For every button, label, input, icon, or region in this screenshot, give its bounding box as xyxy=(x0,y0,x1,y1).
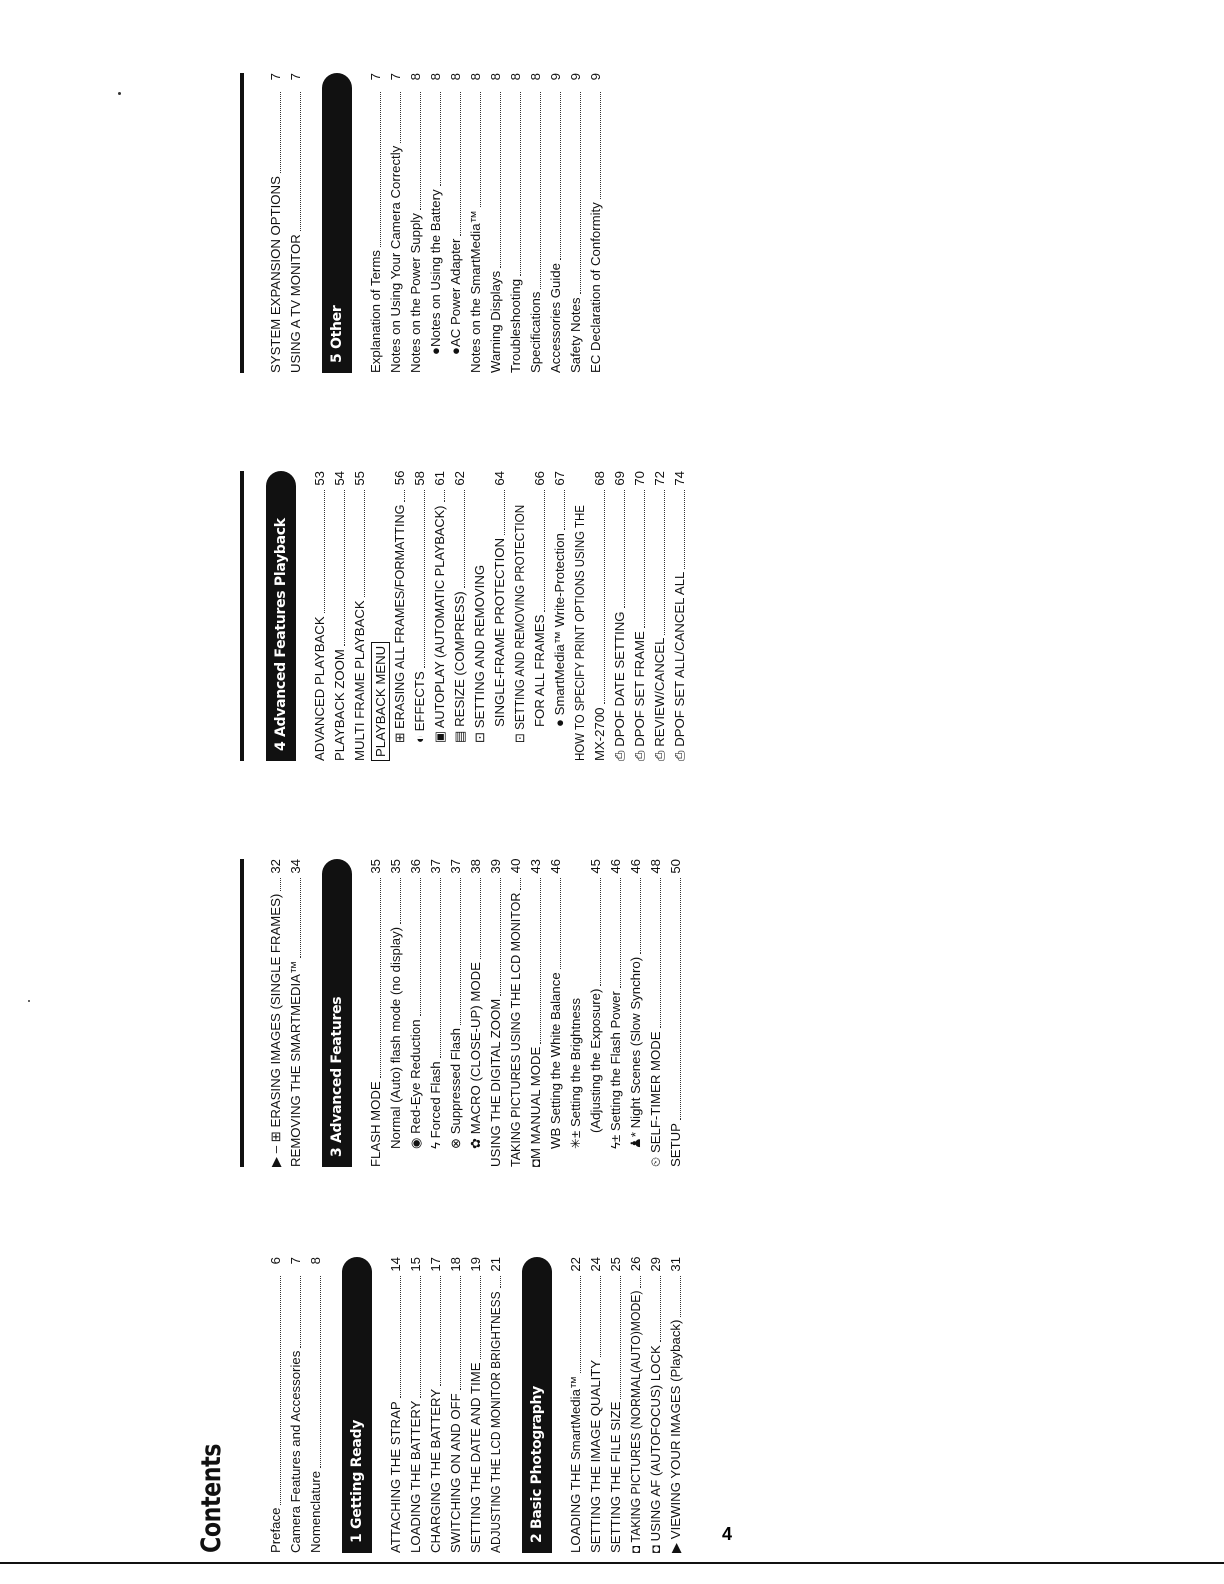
leader-dots xyxy=(624,490,625,608)
toc-entry[interactable] xyxy=(570,471,590,761)
leader-dots xyxy=(460,92,461,236)
leader-dots xyxy=(300,92,301,231)
toc-entry-label: Preface xyxy=(268,1507,283,1553)
toc-entry-label: ATTACHING THE STRAP xyxy=(388,1401,403,1553)
toc-entry-label: REMOVING THE SMARTMEDIA™ xyxy=(288,960,303,1167)
toc-entry[interactable] xyxy=(266,73,286,373)
toc-entry-label: TAKING PICTURES USING THE LCD MONITOR xyxy=(508,892,523,1167)
toc-entry-page: 66 xyxy=(532,471,547,486)
toc-entry[interactable] xyxy=(350,471,370,761)
leader-dots xyxy=(684,490,685,569)
leader-dots xyxy=(480,92,481,207)
toc-entry[interactable] xyxy=(606,859,626,1167)
toc-entry-page: 46 xyxy=(548,859,563,874)
toc-entry[interactable] xyxy=(426,1257,446,1553)
toc-entry-label: Notes on the SmartMedia™ xyxy=(468,210,483,373)
leader-dots xyxy=(620,1276,621,1399)
toc-entry-page: 37 xyxy=(448,859,463,874)
toc-entry-label: ◘ USING AF (AUTOFOCUS) LOCK xyxy=(648,1345,663,1553)
toc-entry-label: Notes on Using Your Camera Correctly xyxy=(388,145,403,373)
toc-entry-label: LOADING THE SmartMedia™ xyxy=(568,1375,583,1553)
leader-dots xyxy=(680,1276,681,1317)
toc-entry[interactable] xyxy=(486,1257,506,1553)
toc-entry-label: Nomenclature xyxy=(308,1470,323,1553)
leader-dots xyxy=(420,878,421,1016)
scan-speck xyxy=(118,92,121,95)
toc-entry-label: ADVANCED PLAYBACK xyxy=(312,616,327,761)
toc-entry-label: Notes on the Power Supply xyxy=(408,213,423,373)
toc-entry-page: 38 xyxy=(468,859,483,874)
toc-entry-label: EC Declaration of Conformity xyxy=(588,202,603,373)
toc-entry[interactable] xyxy=(550,471,570,761)
toc-entry-label: USING A TV MONITOR xyxy=(288,234,303,373)
toc-entry-page: 22 xyxy=(568,1257,583,1272)
toc-entry-label: HOW TO SPECIFY PRINT OPTIONS USING THE xyxy=(572,505,587,761)
toc-entry-page: 7 xyxy=(268,73,283,81)
toc-entry[interactable] xyxy=(490,471,510,761)
leader-dots xyxy=(620,878,621,988)
leader-dots xyxy=(660,878,661,1028)
toc-entry-page: 62 xyxy=(452,471,467,486)
leader-dots xyxy=(544,490,545,612)
toc-column-2 xyxy=(240,859,686,1167)
toc-entry-label: ϟ± Setting the Flash Power xyxy=(608,991,623,1149)
toc-entry-label: ● SmartMedia™ Write-Protection xyxy=(552,533,567,727)
leader-dots xyxy=(640,1276,641,1288)
toc-entry[interactable] xyxy=(626,1257,646,1553)
toc-entry-page: 9 xyxy=(548,73,563,81)
toc-entry-label: ⎙ DPOF SET ALL/CANCEL ALL xyxy=(672,571,687,761)
toc-entry-label: SETTING THE IMAGE QUALITY xyxy=(588,1359,603,1553)
leader-dots xyxy=(500,1276,501,1288)
toc-entry-page: 67 xyxy=(552,471,567,486)
toc-entry-label: ⊡ SETTING AND REMOVING PROTECTION xyxy=(512,504,527,743)
toc-entry[interactable] xyxy=(566,1257,586,1553)
leader-dots xyxy=(300,878,301,958)
leader-dots xyxy=(300,1276,301,1348)
column-rule xyxy=(240,859,244,1167)
toc-entry-label: Safety Notes xyxy=(568,297,583,373)
section-heading: 3 Advanced Features xyxy=(322,859,352,1167)
toc-entry-page: 8 xyxy=(528,73,543,81)
toc-entry-page: 68 xyxy=(592,471,607,486)
toc-entry[interactable] xyxy=(650,471,670,761)
toc-entry-label: SETTING THE FILE SIZE xyxy=(608,1401,623,1553)
toc-entry-page: 37 xyxy=(428,859,443,874)
toc-entry-page: 35 xyxy=(388,859,403,874)
toc-entry-page: 35 xyxy=(368,859,383,874)
leader-dots xyxy=(680,878,681,1120)
toc-entry-label: MX-2700 xyxy=(592,707,607,761)
leader-dots xyxy=(564,490,565,530)
toc-entry-page: 8 xyxy=(408,73,423,81)
toc-entry[interactable] xyxy=(586,73,606,373)
toc-entry[interactable] xyxy=(466,859,486,1167)
toc-entry[interactable] xyxy=(586,1257,606,1553)
leader-dots xyxy=(604,490,605,704)
toc-entry[interactable] xyxy=(506,859,526,1167)
leader-dots xyxy=(580,92,581,295)
toc-entry-page: 56 xyxy=(392,470,407,486)
toc-entry-page: 8 xyxy=(428,73,443,81)
toc-entry[interactable] xyxy=(486,859,506,1167)
toc-entry-page: 14 xyxy=(388,1257,403,1272)
toc-entry-label: Normal (Auto) flash mode (no display) xyxy=(388,926,403,1149)
toc-entry[interactable] xyxy=(286,73,306,373)
toc-entry[interactable] xyxy=(266,859,286,1167)
page-title: Contents xyxy=(196,1443,227,1553)
toc-entry[interactable] xyxy=(406,1257,426,1553)
toc-entry[interactable] xyxy=(610,471,630,761)
section-heading: 4 Advanced Features Playback xyxy=(266,471,296,761)
toc-entry-page: 61 xyxy=(432,471,447,486)
toc-entry[interactable] xyxy=(666,859,686,1167)
toc-entry[interactable] xyxy=(526,859,546,1167)
toc-entry[interactable] xyxy=(646,859,666,1167)
leader-dots xyxy=(504,490,505,535)
leader-dots xyxy=(480,878,481,959)
toc-entry[interactable] xyxy=(446,73,466,373)
leader-dots xyxy=(344,490,345,646)
toc-entry-label: ▶ VIEWING YOUR IMAGES (Playback) xyxy=(668,1319,683,1553)
leader-dots xyxy=(440,1276,441,1386)
leader-dots xyxy=(600,92,601,199)
toc-entry-label: WB Setting the White Balance xyxy=(548,972,563,1149)
toc-entry-page: 32 xyxy=(268,859,283,874)
toc-entry-label: ⎙ DPOF SET FRAME xyxy=(632,631,647,761)
toc-entry-page: 21 xyxy=(488,1257,503,1272)
toc-entry[interactable] xyxy=(486,73,506,373)
toc-entry-label: ▶ – ⊞ ERASING IMAGES (SINGLE FRAMES) xyxy=(268,893,283,1167)
section-heading: 1 Getting Ready xyxy=(342,1257,372,1553)
toc-entry-page: 74 xyxy=(672,471,687,486)
leader-dots xyxy=(600,1276,601,1357)
leader-dots xyxy=(520,878,521,890)
toc-entry[interactable] xyxy=(446,1257,466,1553)
toc-entry-page: 34 xyxy=(288,859,303,874)
toc-entry-label: ⊞ ERASING ALL FRAMES/FORMATTING xyxy=(392,504,407,743)
toc-entry[interactable] xyxy=(286,1257,306,1553)
toc-entry-page: 72 xyxy=(652,471,667,486)
leader-dots xyxy=(400,878,401,924)
toc-entry-label: Explanation of Terms xyxy=(368,250,383,373)
toc-entry-label: Accessories Guide xyxy=(548,263,563,373)
toc-entry[interactable] xyxy=(586,859,606,1167)
toc-entry-page: 25 xyxy=(608,1257,623,1272)
leader-dots xyxy=(420,92,421,210)
leader-dots xyxy=(660,1276,661,1342)
toc-entry-label: SETUP xyxy=(668,1123,683,1167)
toc-entry-label: ♟* Night Scenes (Slow Synchro) xyxy=(628,956,643,1149)
toc-entry-label: MULTI FRAME PLAYBACK xyxy=(352,600,367,761)
leader-dots xyxy=(644,490,645,628)
toc-entry[interactable] xyxy=(266,1257,286,1553)
toc-entry-page: 53 xyxy=(312,471,327,486)
leader-dots xyxy=(460,1276,461,1390)
toc-entry-page: 8 xyxy=(448,73,463,81)
toc-entry-label: LOADING THE BATTERY xyxy=(408,1400,423,1553)
toc-entry-label: FLASH MODE xyxy=(368,1081,383,1167)
toc-entry-page: 64 xyxy=(492,471,507,486)
toc-entry-page: 58 xyxy=(412,471,427,486)
toc-entry[interactable] xyxy=(526,73,546,373)
toc-entry[interactable] xyxy=(310,471,330,761)
toc-entry-page: 24 xyxy=(588,1257,603,1272)
toc-entry-label: USING THE DIGITAL ZOOM xyxy=(488,998,503,1167)
leader-dots xyxy=(480,1276,481,1359)
toc-entry-label: (Adjusting the Exposure) xyxy=(588,988,603,1133)
boxed-label: PLAYBACK MENU xyxy=(371,642,390,761)
toc-entry-label: Troubleshooting xyxy=(508,278,523,373)
toc-entry-label: ϟ Forced Flash xyxy=(428,1061,443,1149)
toc-entry[interactable] xyxy=(366,73,386,373)
toc-entry-page: 9 xyxy=(588,73,603,81)
toc-entry-page: 6 xyxy=(268,1257,283,1265)
leader-dots xyxy=(460,878,461,1025)
toc-column-1 xyxy=(240,1257,686,1553)
section-heading: 5 Other xyxy=(322,73,352,373)
leader-dots xyxy=(440,878,441,1058)
leader-dots xyxy=(280,878,281,891)
toc-entry-label: ▤ RESIZE (COMPRESS) xyxy=(452,591,467,743)
toc-entry[interactable] xyxy=(406,859,426,1167)
section-heading: 2 Basic Photography xyxy=(522,1257,552,1553)
leader-dots xyxy=(500,92,501,268)
toc-entry-page: 8 xyxy=(308,1257,323,1265)
toc-entry[interactable] xyxy=(466,73,486,373)
toc-entry-label: SWITCHING ON AND OFF xyxy=(448,1393,463,1553)
toc-entry[interactable] xyxy=(330,471,350,761)
leader-dots xyxy=(540,92,541,289)
column-rule xyxy=(240,471,244,761)
toc-entry[interactable] xyxy=(566,859,586,1167)
toc-entry-label: ⊗ Suppressed Flash xyxy=(448,1027,463,1149)
bottom-rule xyxy=(0,1562,1224,1564)
toc-entry-page: 70 xyxy=(632,471,647,486)
toc-entry[interactable] xyxy=(470,471,490,761)
toc-column-4 xyxy=(240,73,606,373)
toc-entry[interactable] xyxy=(446,859,466,1167)
toc-entry-page: 43 xyxy=(528,859,543,874)
leader-dots xyxy=(324,490,325,613)
leader-dots xyxy=(280,92,281,173)
leader-dots xyxy=(280,1276,281,1505)
toc-entry-label: FOR ALL FRAMES xyxy=(532,614,547,727)
leader-dots xyxy=(400,1276,401,1398)
column-spacer xyxy=(240,1257,266,1553)
toc-entry[interactable] xyxy=(426,73,446,373)
toc-entry[interactable] xyxy=(606,1257,626,1553)
toc-entry[interactable] xyxy=(626,859,646,1167)
toc-entry-label: ◉ Red-Eye Reduction xyxy=(408,1019,423,1149)
toc-entry-page: 17 xyxy=(428,1257,443,1272)
leader-dots xyxy=(364,490,365,597)
leader-dots xyxy=(400,92,401,143)
contents-sheet xyxy=(196,63,800,1563)
leader-dots xyxy=(540,878,541,1044)
toc-entry-label: SETTING THE DATE AND TIME xyxy=(468,1362,483,1553)
toc-entry[interactable] xyxy=(426,859,446,1167)
leader-dots xyxy=(580,1276,581,1373)
toc-entry-label: Specifications xyxy=(528,291,543,373)
leader-dots xyxy=(444,490,445,503)
toc-entry-page: 18 xyxy=(448,1257,463,1272)
toc-entry[interactable] xyxy=(510,471,530,761)
toc-subheading xyxy=(370,471,390,761)
leader-dots xyxy=(404,490,405,502)
toc-entry-page: 8 xyxy=(488,73,503,81)
leader-dots xyxy=(520,92,521,276)
toc-entry-page: 55 xyxy=(352,471,367,486)
toc-entry[interactable] xyxy=(530,471,550,761)
toc-entry[interactable] xyxy=(590,471,610,761)
toc-entry-label: ⎙ REVIEW/CANCEL xyxy=(652,637,667,761)
toc-entry[interactable] xyxy=(566,73,586,373)
leader-dots xyxy=(424,490,425,668)
toc-entry[interactable] xyxy=(306,1257,326,1553)
toc-entry[interactable] xyxy=(666,1257,686,1553)
toc-entry-label: CHARGING THE BATTERY xyxy=(428,1388,443,1553)
toc-entry-page: 48 xyxy=(648,859,663,874)
toc-entry-page: 54 xyxy=(332,471,347,486)
toc-entry-label: Warning Displays xyxy=(488,270,503,373)
toc-entry-label: ⏲ SELF-TIMER MODE xyxy=(648,1031,663,1167)
toc-entry[interactable] xyxy=(390,471,410,761)
toc-entry-page: 9 xyxy=(568,73,583,81)
toc-entry[interactable] xyxy=(670,471,690,761)
toc-entry-page: 7 xyxy=(288,73,303,81)
toc-entry[interactable] xyxy=(386,859,406,1167)
toc-entry[interactable] xyxy=(430,471,450,761)
toc-entry-page: 50 xyxy=(668,859,683,874)
scan-speck xyxy=(28,1000,30,1002)
toc-entry-label: ✿ MACRO (CLOSE-UP) MODE xyxy=(468,962,483,1149)
toc-entry-label: ADJUSTING THE LCD MONITOR BRIGHTNESS xyxy=(488,1291,503,1553)
toc-entry-page: 46 xyxy=(628,859,643,874)
leader-dots xyxy=(560,878,561,969)
column-rule xyxy=(240,73,244,373)
toc-entry[interactable] xyxy=(366,859,386,1167)
leader-dots xyxy=(320,1276,321,1468)
toc-entry-page: 36 xyxy=(408,859,423,874)
toc-entry-page: 8 xyxy=(508,73,523,81)
toc-entry-page: 69 xyxy=(612,471,627,486)
toc-entry-label: ●AC Power Adapter xyxy=(448,238,463,355)
toc-entry-label: SYSTEM EXPANSION OPTIONS xyxy=(268,176,283,373)
toc-entry-label: ◘M MANUAL MODE xyxy=(528,1046,543,1167)
toc-column-3 xyxy=(240,471,690,761)
toc-entry-page: 7 xyxy=(388,73,403,81)
toc-entry-page: 40 xyxy=(508,858,523,874)
toc-entry-label: PLAYBACK ZOOM xyxy=(332,649,347,761)
toc-entry-page: 29 xyxy=(648,1257,663,1272)
page-number: 4 xyxy=(722,1524,733,1544)
toc-entry-page: 39 xyxy=(488,859,503,874)
toc-entry-page: 46 xyxy=(608,859,623,874)
toc-entry[interactable] xyxy=(630,471,650,761)
leader-dots xyxy=(380,878,381,1078)
toc-entry[interactable] xyxy=(386,1257,406,1553)
toc-entry-page: 7 xyxy=(368,73,383,81)
toc-entry-page: 15 xyxy=(408,1257,423,1272)
leader-dots xyxy=(380,92,381,247)
toc-entry-page: 8 xyxy=(468,73,483,81)
toc-entry-label: ◘ TAKING PICTURES (NORMAL(AUTO)MODE) xyxy=(628,1290,643,1553)
toc-entry-page: 7 xyxy=(288,1257,303,1265)
toc-entry-label: SINGLE-FRAME PROTECTION xyxy=(492,537,507,727)
leader-dots xyxy=(420,1276,421,1398)
toc-entry-page: 31 xyxy=(668,1257,683,1272)
leader-dots xyxy=(664,490,665,635)
toc-entry[interactable] xyxy=(546,73,566,373)
toc-entry-label: Camera Features and Accessories xyxy=(288,1350,303,1553)
toc-entry-label: ⎙ DPOF DATE SETTING xyxy=(612,611,627,761)
leader-dots xyxy=(560,92,561,260)
toc-entry-page: 19 xyxy=(468,1257,483,1272)
toc-entry-page: 26 xyxy=(628,1256,643,1272)
leader-dots xyxy=(600,878,601,986)
toc-entry[interactable] xyxy=(410,471,430,761)
toc-entry[interactable] xyxy=(646,1257,666,1553)
toc-entry[interactable] xyxy=(546,859,566,1167)
toc-entry-label: ✳± Setting the Brightness xyxy=(568,998,583,1149)
toc-entry[interactable] xyxy=(386,73,406,373)
toc-entry-label: ⊡ SETTING AND REMOVING xyxy=(472,564,487,743)
toc-entry-page: 45 xyxy=(588,859,603,874)
toc-entry-label: ◐ EFFECTS xyxy=(412,671,427,743)
leader-dots xyxy=(464,490,465,588)
toc-entry[interactable] xyxy=(506,73,526,373)
leader-dots xyxy=(440,92,441,186)
toc-entry[interactable] xyxy=(450,471,470,761)
toc-entry-label: ●Notes on Using the Battery xyxy=(428,189,443,355)
toc-entry[interactable] xyxy=(466,1257,486,1553)
toc-entry[interactable] xyxy=(406,73,426,373)
toc-entry[interactable] xyxy=(286,859,306,1167)
toc-entry-label: ▣ AUTOPLAY (AUTOMATIC PLAYBACK) xyxy=(432,505,447,743)
leader-dots xyxy=(500,878,501,996)
leader-dots xyxy=(640,878,641,954)
